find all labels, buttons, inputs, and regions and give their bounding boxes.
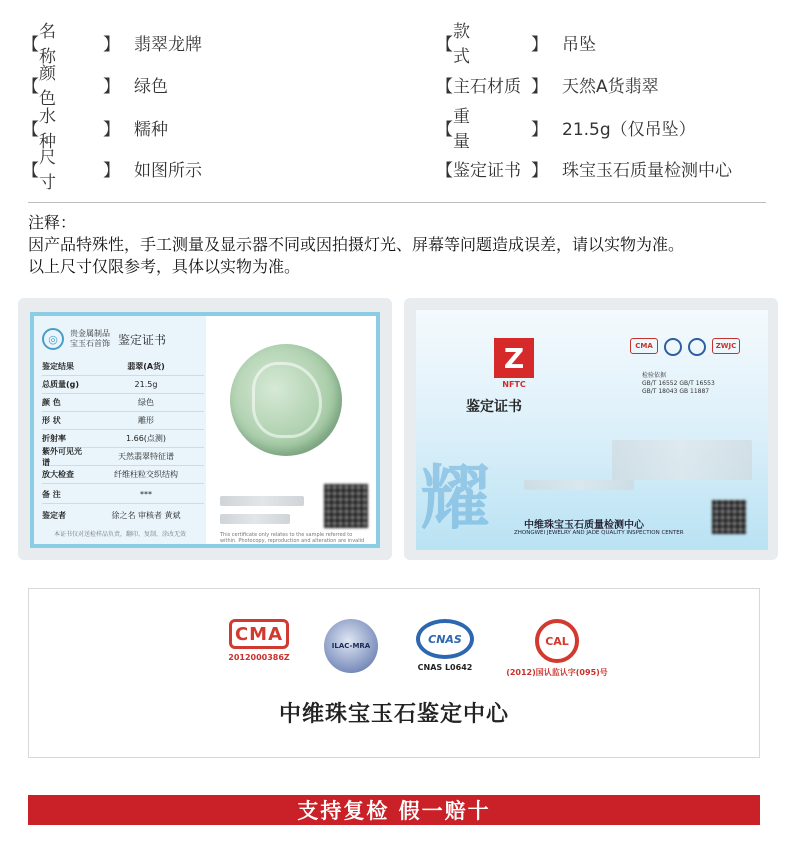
blurred-serial [220, 514, 290, 524]
spec-value: 珠宝玉石质量检测中心 [562, 160, 732, 181]
spec-name: 【 名称 】 翡翠龙牌 [22, 28, 202, 56]
accreditation-panel [28, 588, 760, 758]
certificate-footer: 本证书仅对送检样品负责，翻印、复制、涂改无效 [54, 531, 187, 538]
cert-key: 放大检查 [42, 470, 74, 479]
spec-value: 翡翠龙牌 [134, 34, 202, 55]
notes-line: 因产品特殊性，手工测量及显示器不同或因拍摄灯光、屏幕等问题造成误差，请以实物为准。 [28, 235, 685, 254]
nftc-logo-icon: Z [494, 338, 534, 378]
watermark-character: 耀 [420, 457, 484, 539]
spec-label: 尺寸 [39, 148, 86, 193]
logo-caption: (2012)国认监认字(095)号 [506, 668, 608, 677]
qr-code-icon [712, 500, 746, 534]
spec-color: 【 颜色 】 绿色 [22, 70, 168, 98]
cert-row [42, 376, 204, 394]
cert-value: 21.5g [134, 380, 158, 389]
spec-label: 名称 [39, 22, 86, 67]
spec-label: 鉴定证书 [453, 160, 521, 181]
jade-pendant-image [230, 344, 342, 456]
cert-value: 纤维柱粒交织结构 [114, 470, 178, 479]
cert-value: 天然翡翠特征谱 [118, 452, 174, 461]
cnas-icon: CNAS [416, 619, 474, 659]
certificate-title: 鉴定证书 [466, 399, 522, 415]
cert-row [42, 466, 204, 484]
cert-key: 紫外可见光谱 [42, 446, 82, 467]
accreditation-logos [219, 619, 608, 679]
certificate-right [404, 298, 778, 560]
cert-value: 徐之名 审核者 黄斌 [111, 510, 181, 520]
org-line: 宝玉石首饰 [70, 339, 110, 348]
spec-material: 【 主石材质 】 天然A货翡翠 [436, 70, 659, 98]
spec-label: 重量 [453, 107, 514, 152]
cert-row [42, 448, 204, 466]
certificate-org [70, 329, 110, 349]
product-specs [0, 0, 790, 200]
certificate-header [42, 324, 212, 354]
cert-value: 雕形 [138, 416, 154, 425]
spec-value: 绿色 [134, 76, 168, 97]
blurred-serial [220, 496, 304, 506]
blurred-details [612, 440, 752, 480]
blurred-serial [524, 480, 634, 490]
cal-logo [497, 619, 617, 678]
spec-certificate: 【 鉴定证书 】 珠宝玉石质量检测中心 [436, 154, 732, 182]
lab-logo-icon: ◎ [42, 328, 64, 350]
certificate-title: 鉴定证书 [118, 332, 167, 347]
certificate-left [18, 298, 392, 560]
spec-value: 如图所示 [134, 160, 202, 181]
cnas-logo [405, 619, 485, 672]
ref-line: GB/T 16552 GB/T 16553 [642, 380, 715, 387]
spec-weight: 【 重量 】 21.5g（仅吊坠） [436, 113, 696, 141]
certificate-fine-print: This certificate only relates to the sample referred to within. Photocopy, reproduction and alteration are invalid [220, 532, 365, 544]
cert-key: 备 注 [42, 490, 61, 499]
ilac-logo [311, 619, 391, 673]
accreditation-badges [630, 338, 740, 356]
cert-value: 翡翠(A货) [127, 362, 165, 371]
notes-line: 以上尺寸仅限参考，具体以实物为准。 [28, 257, 301, 276]
logo-caption: CNAS L0642 [417, 663, 473, 672]
divider [28, 202, 766, 203]
spec-label: 款式 [453, 22, 514, 67]
cert-row [42, 358, 204, 376]
cert-row [42, 506, 204, 524]
cma-badge-icon: CMA [630, 338, 658, 354]
spec-label: 水种 [39, 107, 86, 152]
ilac-mra-icon: ILAC-MRA [324, 619, 378, 673]
dragon-carving-icon [252, 362, 322, 438]
org-line: 贵金属制品 [70, 329, 110, 338]
cert-value: 绿色 [138, 398, 154, 407]
spec-value: 糯种 [134, 119, 168, 140]
reference-standards [642, 372, 715, 396]
spec-value: 吊坠 [562, 34, 596, 55]
spec-label: 颜色 [39, 64, 86, 109]
nftc-caption: NFTC [502, 380, 526, 389]
cert-value: 1.66(点测) [125, 434, 167, 443]
cert-key: 鉴定结果 [42, 362, 74, 371]
spec-water: 【 水种 】 糯种 [22, 113, 168, 141]
spec-style: 【 款式 】 吊坠 [436, 28, 596, 56]
refs-heading: 检验依据 [642, 372, 667, 379]
spec-value: 21.5g（仅吊坠） [562, 119, 696, 140]
cert-row [42, 412, 204, 430]
center-name: 中维珠宝玉石鉴定中心 [278, 702, 509, 727]
certificate-sheet [416, 310, 768, 550]
notes-heading: 注释： [28, 213, 77, 232]
issuing-org: 中维珠宝玉石质量检测中心 [524, 520, 644, 531]
cma-icon: CMA [229, 619, 289, 649]
cert-key: 形 状 [42, 416, 61, 425]
cma-logo [219, 619, 299, 662]
logo-caption: 2012000386Z [228, 653, 290, 662]
cert-key: 总质量(g) [42, 380, 80, 389]
cert-row [42, 486, 204, 504]
zwjc-badge-icon: ZWJC [712, 338, 740, 354]
cert-key: 颜 色 [42, 398, 61, 407]
cert-value: *** [140, 490, 152, 499]
seal-icon [664, 338, 682, 356]
spec-size: 【 尺寸 】 如图所示 [22, 154, 202, 182]
certificate-sheet [30, 312, 380, 548]
cert-key: 鉴定者 [42, 510, 66, 520]
cert-key: 折射率 [42, 434, 66, 443]
qr-code-icon [324, 484, 368, 528]
ref-line: GB/T 18043 GB 11887 [642, 388, 710, 395]
cert-row [42, 394, 204, 412]
notes [28, 212, 684, 278]
guarantee-banner: 支持复检 假一赔十 [28, 795, 760, 825]
spec-value: 天然A货翡翠 [562, 76, 659, 97]
ilac-icon [688, 338, 706, 356]
issuing-org-en: ZHONGWEI JEWELRY AND JADE QUALITY INSPECTION CENTER [514, 530, 684, 536]
spec-label: 主石材质 [453, 76, 521, 97]
cal-icon: CAL [535, 619, 579, 663]
